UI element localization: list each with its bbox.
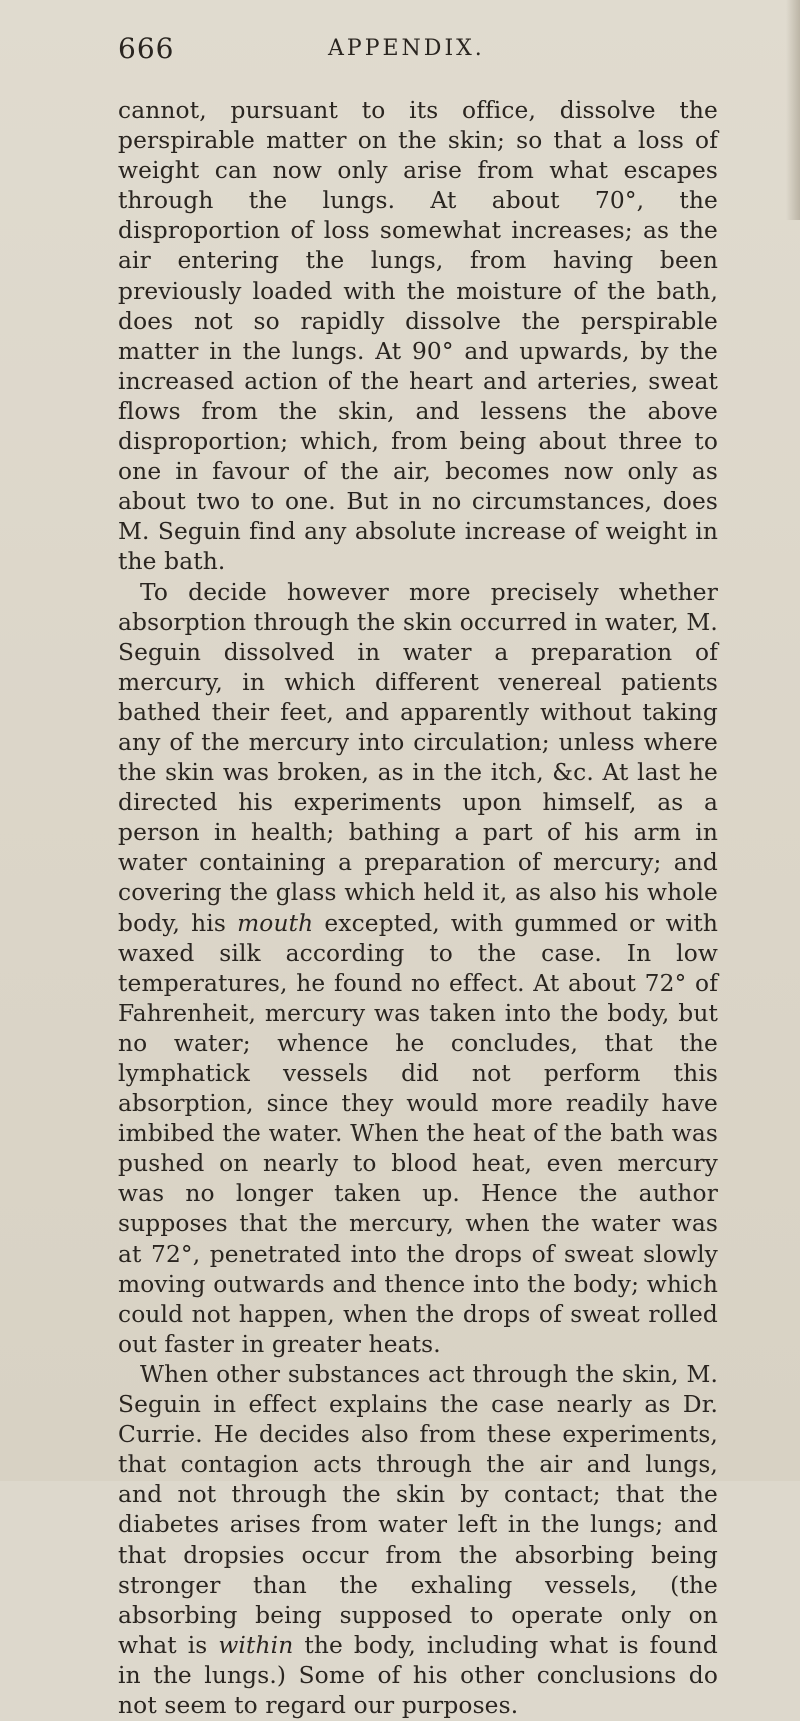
paragraph-2 [118, 578, 718, 1360]
page-number: 666 [118, 32, 175, 65]
paragraph-1-text: cannot, pursuant to its office, dissolve the perspirable matter on the skin; so that a loss of weight can now only arise from what escapes through the lungs. At about 70°, the disproportion of loss somewhat increases; as the air entering the lungs, from having been previously loaded with the moisture of the bath, does not so rapidly dissolve the perspirable matter in the lungs. At 90° and upwards, by the increased action of the heart and arteries, sweat flows from the skin, and lessens the above disproportion; which, from being about three to one in favour of the air, becomes now only as about two to one. But in no circumstances, does M. Seguin find any absolute increase of weight in the bath. [118, 97, 718, 576]
paragraph-3 [118, 1360, 718, 1721]
page-header [118, 32, 718, 72]
body-text [118, 96, 718, 1721]
paragraph-2-italic-mouth: mouth [237, 909, 314, 937]
paragraph-3-text-a: When other substances act through the skin, M. Seguin in effect explains the case nearly as Dr. Currie. He decides also from these experiments, that contagion acts through the air and lungs, and not through the skin by contact; that the diabetes arises from water left in the lungs; and that dropsies occur from the absorbing being stronger than the exhaling vessels, (the absorbing being supposed to operate only on what is [118, 1360, 718, 1659]
page-edge-stain [786, 0, 800, 220]
paragraph-1 [118, 96, 718, 578]
paragraph-3-italic-within: within [218, 1631, 294, 1659]
paragraph-2-text-b: excepted, with gummed or with waxed silk according to the case. In low temperatures, he found no effect. At about 72° of Fahrenheit, mercury was taken into the body, but no water; whence he concludes, that the lymphatick vessels did not perform this absorption, since they would more readily have imbibed the water. When the heat of the bath was pushed on nearly to blood heat, even mercury was no longer taken up. Hence the author supposes that the mercury, when the water was at 72°, penetrated into the drops of sweat slowly moving outwards and thence into the body; which could not happen, when the drops of sweat rolled out faster in greater heats. [118, 909, 718, 1358]
running-head: APPENDIX. [328, 36, 485, 61]
paragraph-2-text-a: To decide however more precisely whether absorption through the skin occurred in water, M. Seguin dissolved in water a preparation of mercury, in which different venereal patients bathed their feet, and apparently without taking any of the mercury into circulation; unless where the skin was broken, as in the itch, &c. At last he directed his experiments upon himself, as a person in health; bathing a part of his arm in water containing a preparation of mercury; and covering the glass which held it, as also his whole body, his [118, 578, 718, 937]
paragraph-3-text-b: the body, including what is found in the lungs.) Some of his other conclusions do not seem to regard our purposes. [118, 1631, 718, 1719]
